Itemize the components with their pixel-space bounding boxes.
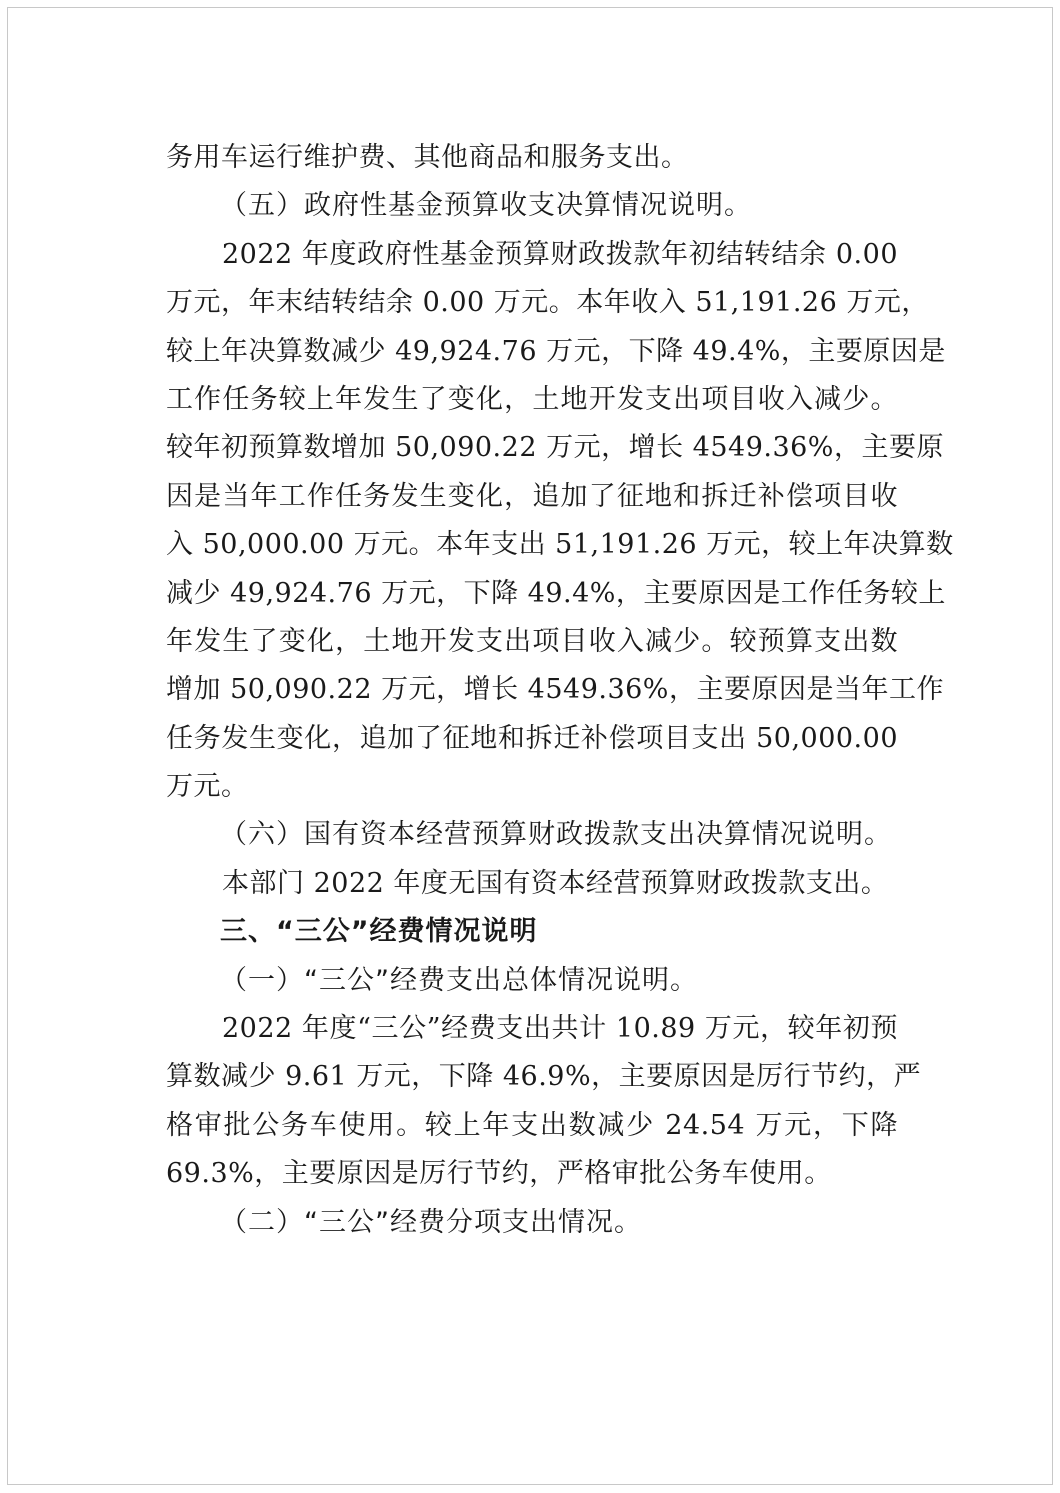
paragraph-line: 减少 49,924.76 万元，下降 49.4%，主要原因是工作任务较上	[166, 577, 946, 609]
paragraph-line: 因是当年工作任务发生变化，追加了征地和拆迁补偿项目收	[166, 480, 898, 512]
section-heading-five: （五）政府性基金预算收支决算情况说明。	[220, 190, 752, 222]
paragraph-line: 万元。	[166, 771, 249, 803]
paragraph-line: 工作任务较上年发生了变化，土地开发支出项目收入减少。	[166, 383, 898, 415]
paragraph-line: 2022 年度政府性基金预算财政拨款年初结转结余 0.00	[222, 238, 898, 270]
paragraph-line: 2022 年度“三公”经费支出共计 10.89 万元，较年初预	[222, 1013, 898, 1045]
paragraph-line: 格审批公务车使用。较上年支出数减少 24.54 万元，下降	[166, 1109, 898, 1141]
section-heading-six: （六）国有资本经营预算财政拨款支出决算情况说明。	[220, 819, 892, 851]
paragraph-line: 务用车运行维护费、其他商品和服务支出。	[166, 142, 689, 173]
paragraph-line: 69.3%，主要原因是厉行节约，严格审批公务车使用。	[166, 1158, 832, 1190]
paragraph-line: 万元，年末结转结余 0.00 万元。本年收入 51,191.26 万元，	[166, 287, 929, 319]
section-heading-one: （一）“三公”经费支出总体情况说明。	[220, 964, 698, 996]
paragraph-line: 年发生了变化，土地开发支出项目收入减少。较预算支出数	[166, 625, 898, 657]
paragraph-line: 增加 50,090.22 万元，增长 4549.36%，主要原因是当年工作	[166, 674, 944, 706]
section-heading-two: （二）“三公”经费分项支出情况。	[220, 1206, 642, 1238]
paragraph-line: 入 50,000.00 万元。本年支出 51,191.26 万元，较上年决算数	[166, 529, 954, 561]
paragraph-line: 任务发生变化，追加了征地和拆迁补偿项目支出 50,000.00	[166, 722, 898, 754]
paragraph-line: 较上年决算数减少 49,924.76 万元，下降 49.4%，主要原因是	[166, 335, 946, 367]
chapter-heading-three-public: 三、“三公”经费情况说明	[220, 916, 538, 948]
paragraph-line: 较年初预算数增加 50,090.22 万元，增长 4549.36%，主要原	[166, 432, 944, 464]
paragraph-line: 算数减少 9.61 万元，下降 46.9%，主要原因是厉行节约，严	[166, 1061, 922, 1093]
document-body	[166, 134, 954, 1247]
paragraph-line: 本部门 2022 年度无国有资本经营预算财政拨款支出。	[222, 867, 889, 899]
